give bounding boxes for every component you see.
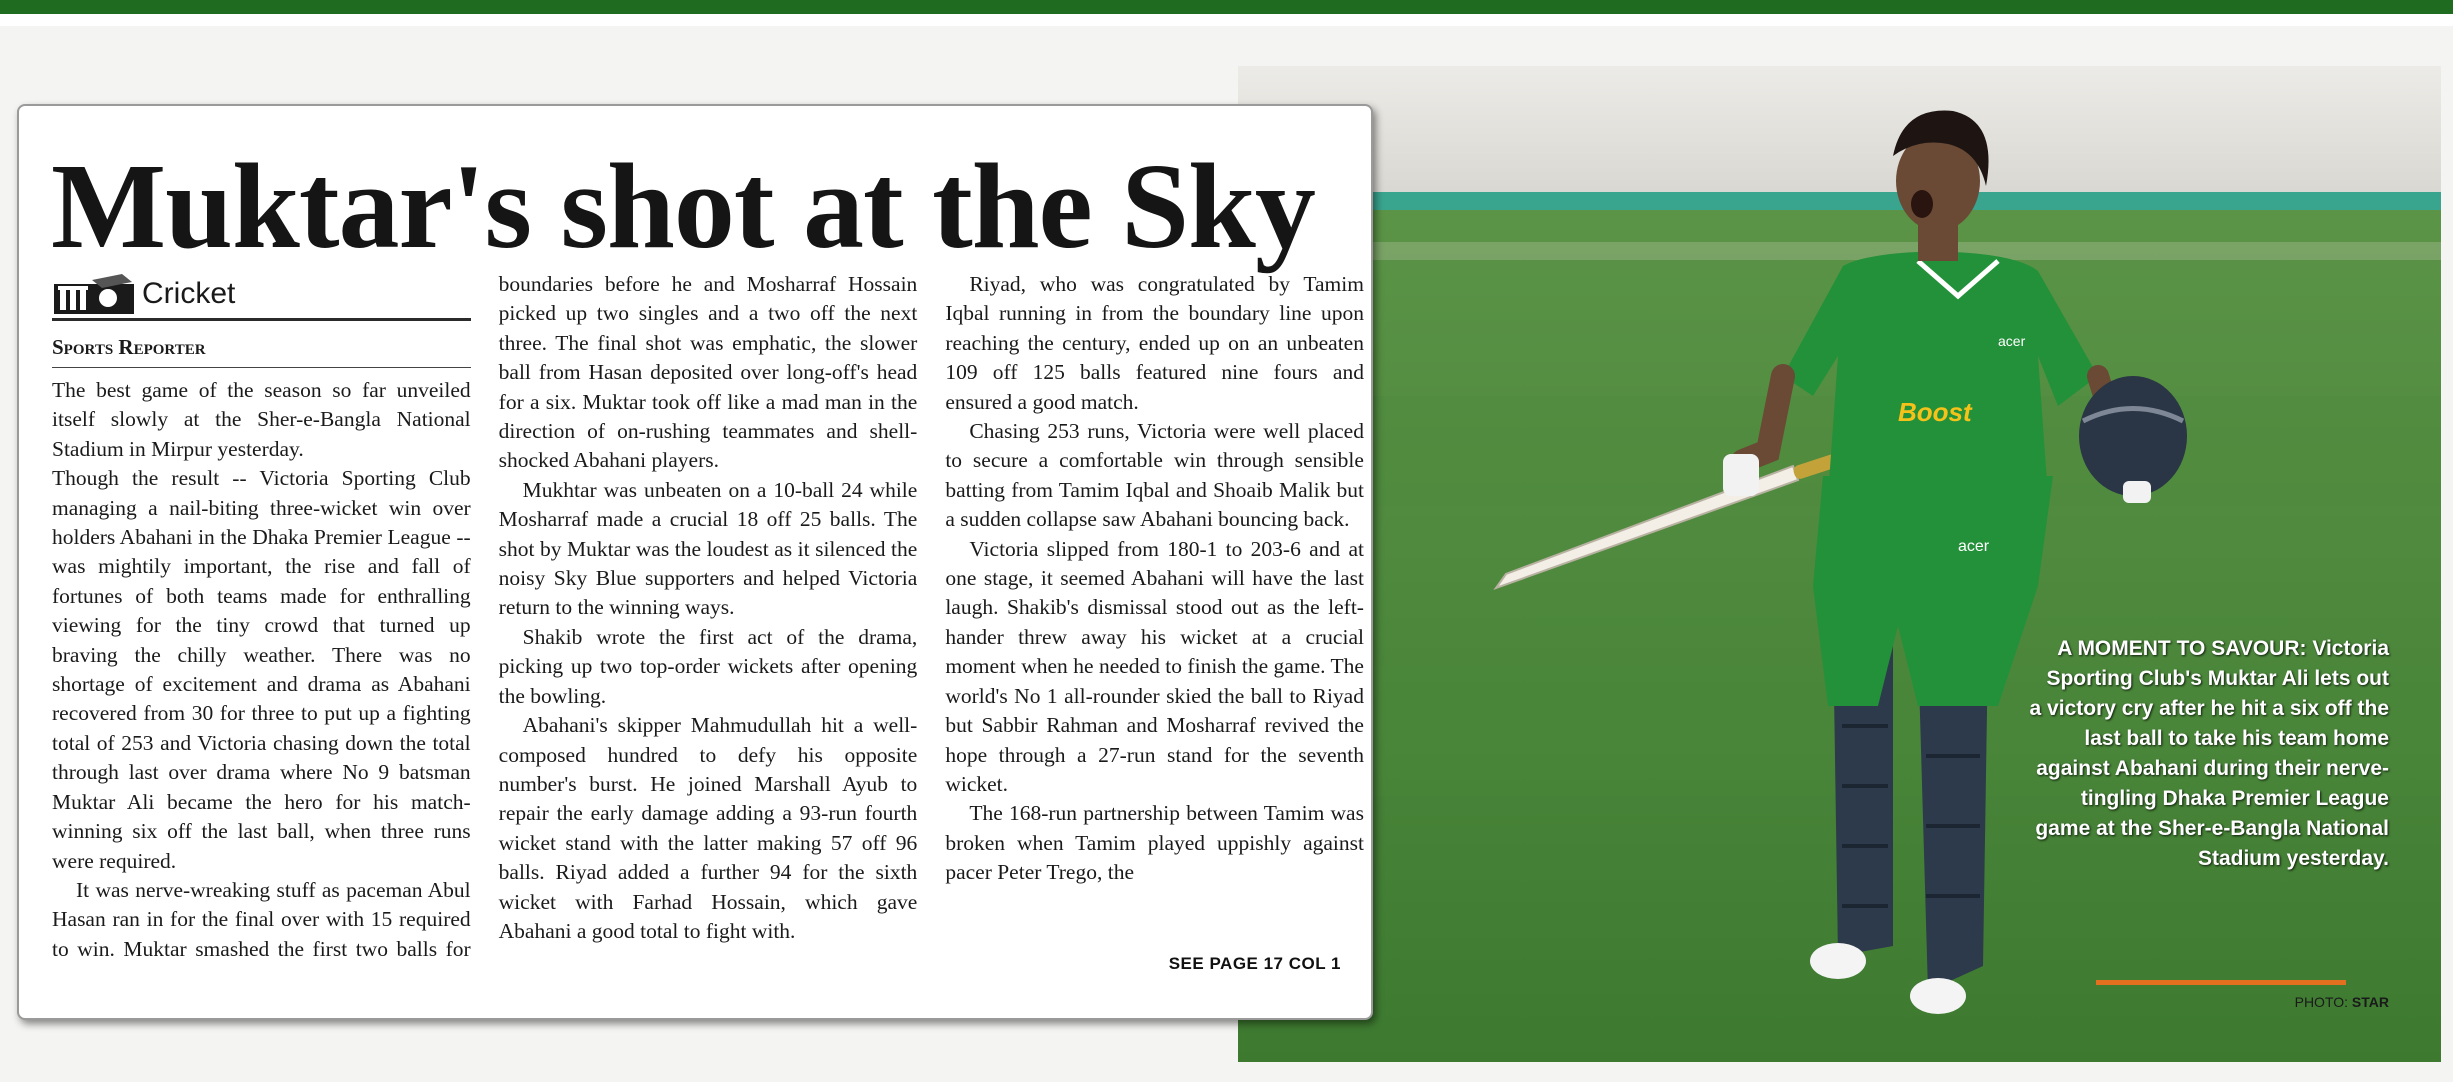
svg-text:acer: acer <box>1958 538 1990 555</box>
byline: Sports Reporter <box>52 331 471 368</box>
article-paragraph: Though the result -- Victoria Sporting Club managing a nail-biting three-wicket win over holders Abahani in the Dhaka Premier League -- was mightily important, the rise and fall of fortunes of both teams made for enthralling viewing for the tiny crowd that turned up braving the chilly weather. There was no shortage of excitement and drama as Abahani recovered from 30 for three to put up a fighting total of 253 and Victoria chasing down the total through last over drama where No 9 batsman Muktar Ali became the hero for his match-winning six off the last ball, when three runs were required. <box>52 466 471 873</box>
top-green-bar <box>0 0 2453 14</box>
article-paragraph: Mukhtar was unbeaten on a 10-ball 24 while Mosharraf made a crucial 18 off 25 balls. The shot by Muktar was the loudest as it silenced the noisy Sky Blue supporters and helped Victoria return to the winning ways. <box>498 477 918 620</box>
section-header <box>52 270 471 321</box>
article-paragraph: Victoria slipped from 180-1 to 203-6 and at one stage, it seemed Abahani will have the last laugh. Shakib's dismissal stood out as the left-hander threw away his wicket at a crucial moment when he needed to finish the game. The world's No 1 all-rounder skied the ball to Riyad but Sabbir Rahman and Mosharraf revived the hope through a 27-run stand for the seventh wicket. <box>945 536 1364 796</box>
credit-source: STAR <box>2351 994 2389 1010</box>
article-paragraph: The 168-run partnership between Tamim was broken when Tamim played uppishly against pacer Peter Trego, the <box>945 801 1364 885</box>
section-name: Cricket <box>142 277 236 311</box>
photo-caption <box>2029 634 2389 874</box>
credit-divider <box>2096 980 2346 985</box>
article-card <box>17 104 1373 1020</box>
article-paragraph: It was nerve-wreaking stuff as paceman Abul Hasan ran in for the final over with 15 required to win. Muktar smashed the first two balls for boundaries before he and Mosharraf Hossain picked up two singles and a two off the next three. The final shot was emphatic, the slower ball from Hasan deposited over long-off's head for a six. Muktar took off like a mad man in the direction of on-rushing teammates and shell-shocked Abahani players. <box>52 272 918 961</box>
caption-lead: A MOMENT TO SAVOUR: <box>2057 637 2307 660</box>
cricketer-celebration-image <box>1238 66 2441 1062</box>
article-paragraph: Shakib wrote the first act of the drama, picking up two top-order wickets after opening the bowling. <box>498 624 918 708</box>
continuation-link[interactable]: SEE PAGE 17 COL 1 <box>1168 954 1341 973</box>
article-paragraph: Riyad, who was congratulated by Tamim Iqbal running in from the boundary line upon reaching the century, ended up on an unbeaten 109 off 125 balls featured nine fours and ensured a good match. <box>945 272 1364 414</box>
jersey-sponsor-text: Boost <box>1898 397 1972 427</box>
headline: Muktar's shot at the Sky <box>51 139 1315 274</box>
credit-label: PHOTO: <box>2294 994 2349 1010</box>
match-photo <box>1238 66 2441 1062</box>
svg-text:acer: acer <box>1998 333 2026 349</box>
article-paragraph: Abahani's skipper Mahmudullah hit a well-composed hundred to defy his opposite number's burst. He joined Marshall Ayub to repair the early damage adding a 93-run fourth wicket stand with the latter making 57 off 96 balls. Riyad added a further 94 for the sixth wicket with Farhad Hossain, which gave Abahani a good total to fight with. <box>498 713 918 943</box>
cricket-logo-icon <box>52 272 136 316</box>
article-paragraph: The best game of the season so far unveiled itself slowly at the Sher-e-Bangla National Stadium in Mirpur yesterday. <box>52 378 471 461</box>
article-paragraph: Chasing 253 runs, Victoria were well placed to secure a comfortable win through sensible batting from Tamim Iqbal and Shoaib Malik but a sudden collapse saw Abahani bouncing back. <box>945 419 1364 532</box>
photo-credit <box>2295 994 2389 1010</box>
top-margin <box>0 14 2453 26</box>
article-body <box>52 270 1364 974</box>
caption-text: Victoria Sporting Club's Muktar Ali lets out a victory cry after he hit a six off the last ball to take his team home against Abahani during their nerve-tingling Dhaka Premier League game at the Sher-e-Bangla National Stadium yesterday. <box>2029 637 2389 870</box>
